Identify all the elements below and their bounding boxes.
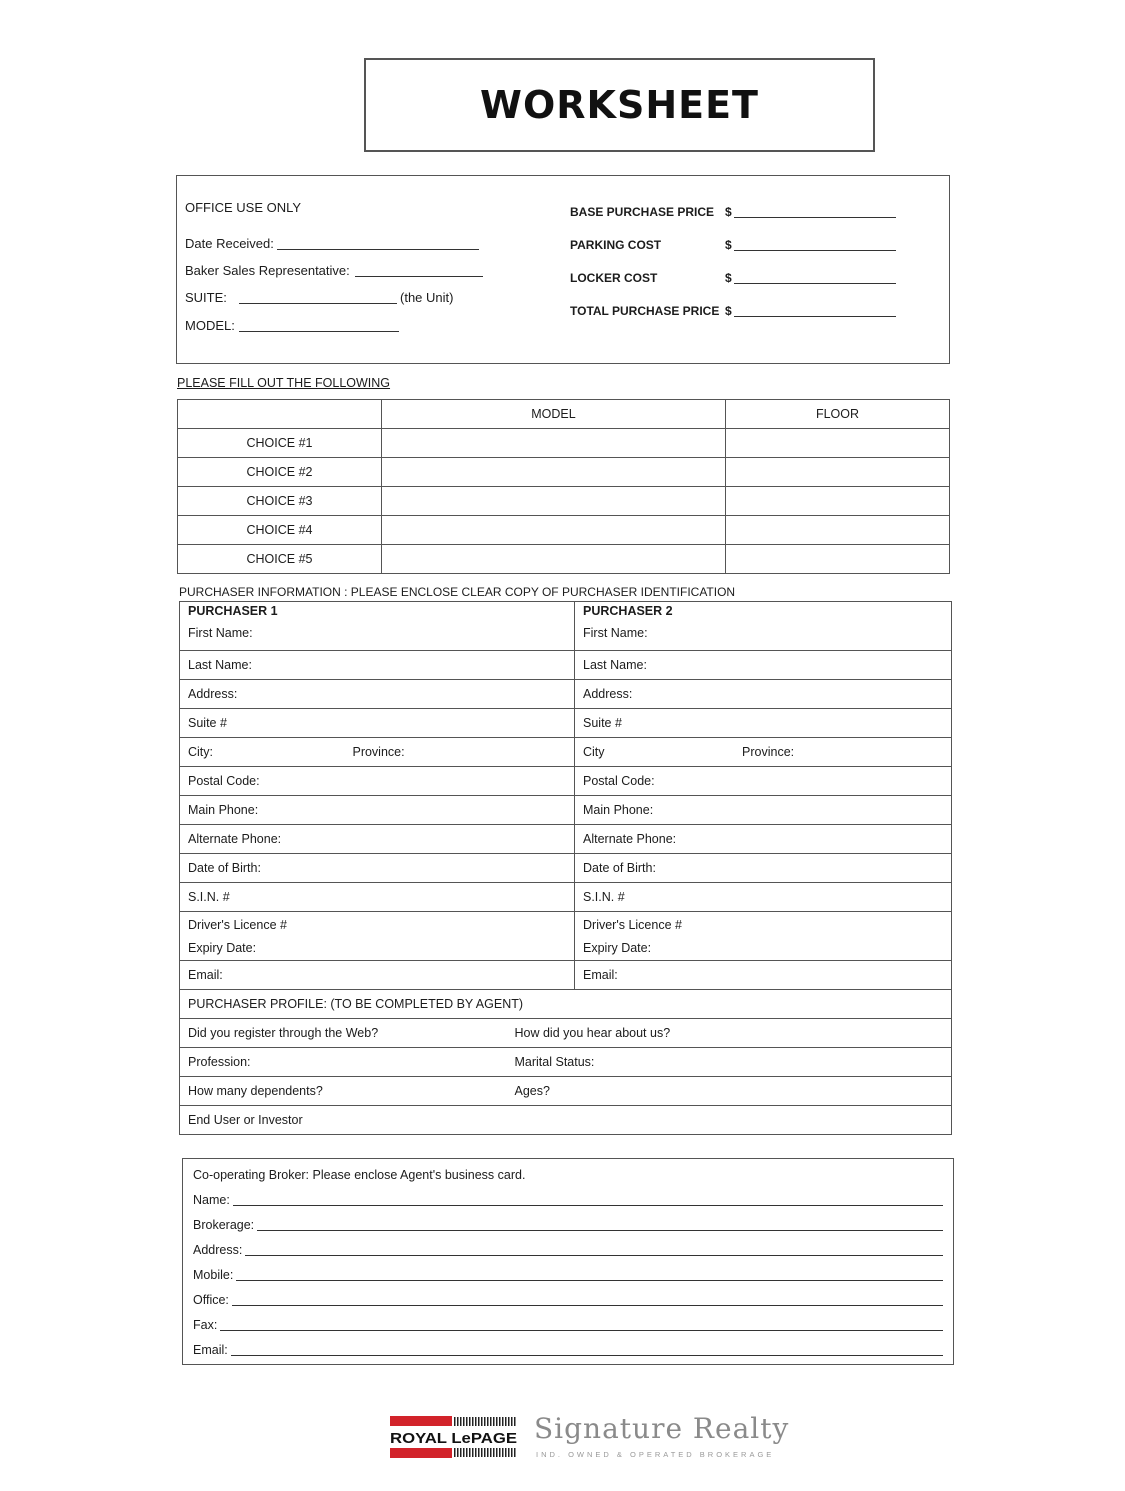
broker-section bbox=[182, 1158, 954, 1365]
choice-label: CHOICE #2 bbox=[178, 458, 382, 487]
parking-cost-currency: $ bbox=[725, 238, 732, 252]
p1-alt-phone-label: Alternate Phone: bbox=[188, 832, 282, 846]
office-use-heading: OFFICE USE ONLY bbox=[185, 200, 302, 215]
choice-floor-cell[interactable] bbox=[726, 487, 950, 516]
broker-email-field[interactable] bbox=[193, 1339, 943, 1359]
choice-model-cell[interactable] bbox=[382, 429, 726, 458]
p1-last-name-label: Last Name: bbox=[188, 658, 252, 672]
broker-address-field[interactable] bbox=[193, 1239, 943, 1259]
purchaser-row-dob bbox=[180, 854, 952, 883]
suite-label: SUITE: bbox=[185, 290, 227, 305]
p2-dob-label: Date of Birth: bbox=[583, 861, 656, 875]
model-field[interactable] bbox=[239, 331, 399, 332]
p2-postal-label: Postal Code: bbox=[583, 774, 655, 788]
p2-licence-cell[interactable] bbox=[575, 912, 952, 961]
broker-mobile-label: Mobile: bbox=[193, 1268, 236, 1282]
title-box bbox=[364, 58, 875, 152]
choice-model-cell[interactable] bbox=[382, 516, 726, 545]
p2-alt-phone-label: Alternate Phone: bbox=[583, 832, 677, 846]
p1-address-label: Address: bbox=[188, 687, 238, 701]
purchaser-row-suite bbox=[180, 709, 952, 738]
choice-floor-cell[interactable] bbox=[726, 458, 950, 487]
purchaser-row-address bbox=[180, 680, 952, 709]
broker-fax-label: Fax: bbox=[193, 1318, 220, 1332]
broker-mobile-field[interactable] bbox=[193, 1264, 943, 1284]
purchaser-row-alt-phone bbox=[180, 825, 952, 854]
choices-header-row bbox=[178, 400, 950, 429]
broker-address-label: Address: bbox=[193, 1243, 245, 1257]
choices-col-floor: FLOOR bbox=[726, 400, 950, 429]
base-price-label: BASE PURCHASE PRICE bbox=[570, 205, 715, 219]
profile-web-cell[interactable] bbox=[180, 1019, 952, 1048]
royal-lepage-logo bbox=[390, 1416, 518, 1458]
profile-row-web bbox=[180, 1019, 952, 1048]
choice-row-2 bbox=[178, 458, 950, 487]
p1-address-cell[interactable] bbox=[180, 680, 575, 709]
p2-sin-cell[interactable] bbox=[575, 883, 952, 912]
p1-postal-label: Postal Code: bbox=[188, 774, 260, 788]
profile-dependents-cell[interactable] bbox=[180, 1077, 952, 1106]
page-title: WORKSHEET bbox=[480, 83, 759, 127]
broker-fax-field[interactable] bbox=[193, 1314, 943, 1334]
purchaser-heading: PURCHASER INFORMATION : PLEASE ENCLOSE CLEAR COPY OF PURCHASER IDENTIFICATION bbox=[179, 585, 736, 599]
p1-email-label: Email: bbox=[188, 968, 223, 982]
profile-row-profession bbox=[180, 1048, 952, 1077]
profile-hear-label: How did you hear about us? bbox=[514, 1026, 671, 1040]
choice-label: CHOICE #3 bbox=[178, 487, 382, 516]
broker-heading: Co-operating Broker: Please enclose Agent's business card. bbox=[193, 1168, 526, 1182]
profile-ages-label: Ages? bbox=[514, 1084, 550, 1098]
choices-col-blank bbox=[178, 400, 382, 429]
purchaser-row-email bbox=[180, 961, 952, 990]
p1-postal-cell[interactable] bbox=[180, 767, 575, 796]
p1-first-name-label: First Name: bbox=[188, 626, 253, 640]
total-price-currency: $ bbox=[725, 304, 732, 318]
profile-heading-cell bbox=[180, 990, 952, 1019]
p1-main-phone-label: Main Phone: bbox=[188, 803, 259, 817]
broker-email-label: Email: bbox=[193, 1343, 231, 1357]
date-received-field[interactable] bbox=[277, 249, 479, 250]
purchaser-row-first-name bbox=[180, 602, 952, 651]
total-price-field[interactable] bbox=[734, 316, 896, 317]
choice-row-3 bbox=[178, 487, 950, 516]
p2-first-name-cell[interactable] bbox=[575, 602, 952, 651]
p1-sin-label: S.I.N. # bbox=[188, 890, 230, 904]
sales-rep-label: Baker Sales Representative: bbox=[185, 263, 350, 278]
choice-floor-cell[interactable] bbox=[726, 516, 950, 545]
p1-province-label: Province: bbox=[352, 745, 405, 759]
choice-model-cell[interactable] bbox=[382, 458, 726, 487]
profile-end-user-label: End User or Investor bbox=[188, 1113, 303, 1127]
sales-rep-field[interactable] bbox=[355, 276, 483, 277]
p1-last-name-cell[interactable] bbox=[180, 651, 575, 680]
p1-city-cell[interactable] bbox=[180, 738, 575, 767]
p2-dob-cell[interactable] bbox=[575, 854, 952, 883]
profile-web-label: Did you register through the Web? bbox=[188, 1026, 379, 1040]
profile-heading: PURCHASER PROFILE: (TO BE COMPLETED BY AGENT) bbox=[188, 997, 524, 1011]
profile-end-user-cell[interactable] bbox=[180, 1106, 952, 1135]
p2-suite-label: Suite # bbox=[583, 716, 622, 730]
choices-heading: PLEASE FILL OUT THE FOLLOWING bbox=[177, 376, 391, 390]
p1-main-phone-cell[interactable] bbox=[180, 796, 575, 825]
locker-cost-label: LOCKER COST bbox=[570, 271, 658, 285]
locker-cost-field[interactable] bbox=[734, 283, 896, 284]
p1-sin-cell[interactable] bbox=[180, 883, 575, 912]
suite-note: (the Unit) bbox=[400, 290, 454, 305]
choice-floor-cell[interactable] bbox=[726, 545, 950, 574]
p1-dob-label: Date of Birth: bbox=[188, 861, 261, 875]
p1-email-cell[interactable] bbox=[180, 961, 575, 990]
p1-licence-cell[interactable] bbox=[180, 912, 575, 961]
p2-main-phone-cell[interactable] bbox=[575, 796, 952, 825]
purchaser-row-main-phone bbox=[180, 796, 952, 825]
p1-dob-cell[interactable] bbox=[180, 854, 575, 883]
choice-model-cell[interactable] bbox=[382, 487, 726, 516]
p2-alt-phone-cell[interactable] bbox=[575, 825, 952, 854]
purchaser-2-title: PURCHASER 2 bbox=[583, 604, 673, 618]
p1-first-name-cell[interactable] bbox=[180, 602, 575, 651]
parking-cost-field[interactable] bbox=[734, 250, 896, 251]
p2-expiry-label: Expiry Date: bbox=[583, 940, 652, 955]
p2-email-label: Email: bbox=[583, 968, 618, 982]
parking-cost-label: PARKING COST bbox=[570, 238, 662, 252]
locker-cost-currency: $ bbox=[725, 271, 732, 285]
p2-city-label: City bbox=[583, 745, 605, 759]
total-price-label: TOTAL PURCHASE PRICE bbox=[570, 304, 720, 318]
choice-row-4 bbox=[178, 516, 950, 545]
p2-first-name-label: First Name: bbox=[583, 626, 648, 640]
broker-name-field[interactable] bbox=[193, 1189, 943, 1209]
choice-label: CHOICE #4 bbox=[178, 516, 382, 545]
purchaser-table bbox=[179, 601, 952, 1135]
broker-brokerage-field[interactable] bbox=[193, 1214, 943, 1234]
p2-last-name-cell[interactable] bbox=[575, 651, 952, 680]
p2-city-cell[interactable] bbox=[575, 738, 952, 767]
office-use-section bbox=[176, 175, 950, 364]
p2-main-phone-label: Main Phone: bbox=[583, 803, 654, 817]
choice-floor-cell[interactable] bbox=[726, 429, 950, 458]
profile-row-dependents bbox=[180, 1077, 952, 1106]
profile-heading-row bbox=[180, 990, 952, 1019]
p2-sin-label: S.I.N. # bbox=[583, 890, 625, 904]
p1-city-label: City: bbox=[188, 745, 213, 759]
purchaser-row-sin bbox=[180, 883, 952, 912]
date-received-label: Date Received: bbox=[185, 236, 274, 251]
logo-text: ROYAL LePAGE bbox=[390, 1431, 518, 1447]
p2-address-cell[interactable] bbox=[575, 680, 952, 709]
p1-expiry-label: Expiry Date: bbox=[188, 940, 257, 955]
purchaser-row-city bbox=[180, 738, 952, 767]
choice-label: CHOICE #1 bbox=[178, 429, 382, 458]
model-label: MODEL: bbox=[185, 318, 235, 333]
p1-suite-cell[interactable] bbox=[180, 709, 575, 738]
profile-marital-label: Marital Status: bbox=[514, 1055, 595, 1069]
p2-address-label: Address: bbox=[583, 687, 633, 701]
broker-office-label: Office: bbox=[193, 1293, 232, 1307]
broker-brokerage-label: Brokerage: bbox=[193, 1218, 257, 1232]
profile-row-end-user bbox=[180, 1106, 952, 1135]
company-name: Signature Realty bbox=[534, 1412, 790, 1445]
p1-licence-label: Driver's Licence # bbox=[188, 917, 287, 932]
p2-postal-cell[interactable] bbox=[575, 767, 952, 796]
p2-last-name-label: Last Name: bbox=[583, 658, 647, 672]
p2-province-label: Province: bbox=[742, 745, 795, 759]
choice-row-1 bbox=[178, 429, 950, 458]
profile-dependents-label: How many dependents? bbox=[188, 1084, 323, 1098]
choices-col-model: MODEL bbox=[382, 400, 726, 429]
p2-suite-cell[interactable] bbox=[575, 709, 952, 738]
profile-profession-label: Profession: bbox=[188, 1055, 251, 1069]
p1-alt-phone-cell[interactable] bbox=[180, 825, 575, 854]
choices-table bbox=[177, 399, 950, 574]
p2-email-cell[interactable] bbox=[575, 961, 952, 990]
broker-name-label: Name: bbox=[193, 1193, 233, 1207]
suite-field[interactable] bbox=[239, 303, 397, 304]
profile-profession-cell[interactable] bbox=[180, 1048, 952, 1077]
choice-label: CHOICE #5 bbox=[178, 545, 382, 574]
purchaser-row-postal bbox=[180, 767, 952, 796]
p2-licence-label: Driver's Licence # bbox=[583, 917, 682, 932]
purchaser-1-title: PURCHASER 1 bbox=[188, 604, 278, 618]
broker-office-field[interactable] bbox=[193, 1289, 943, 1309]
choice-model-cell[interactable] bbox=[382, 545, 726, 574]
purchaser-row-licence bbox=[180, 912, 952, 961]
base-price-field[interactable] bbox=[734, 217, 896, 218]
p1-suite-label: Suite # bbox=[188, 716, 227, 730]
purchaser-row-last-name bbox=[180, 651, 952, 680]
choice-row-5 bbox=[178, 545, 950, 574]
company-tagline: IND. OWNED & OPERATED BROKERAGE bbox=[536, 1450, 775, 1459]
base-price-currency: $ bbox=[725, 205, 732, 219]
